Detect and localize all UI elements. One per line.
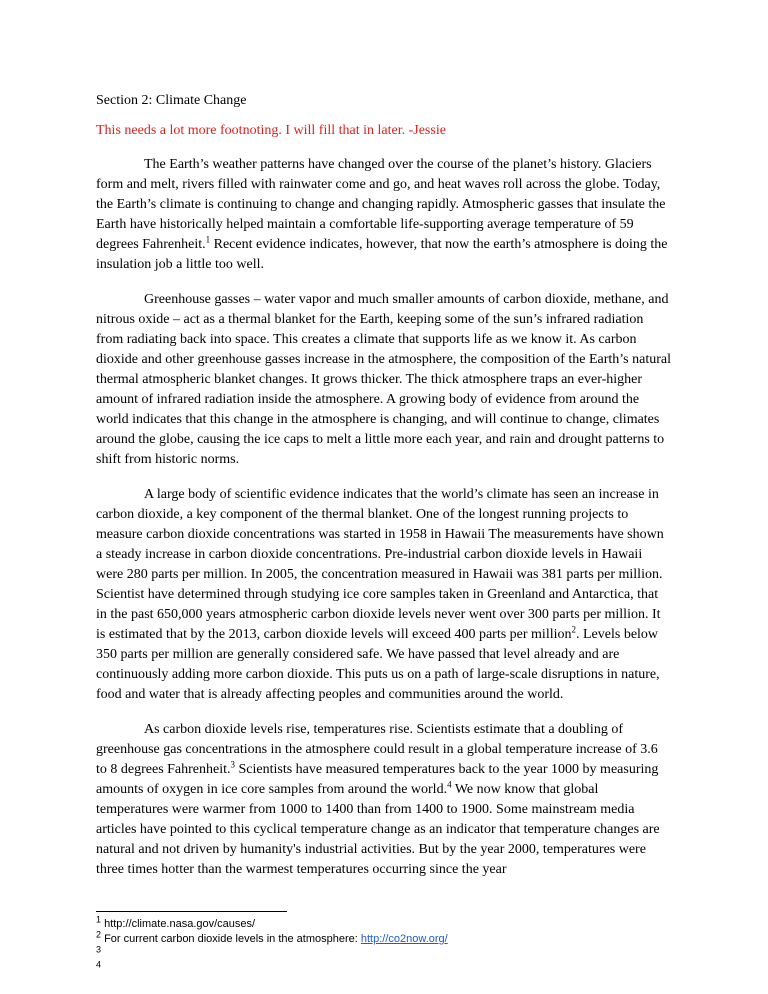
- footnote-number: 3: [96, 944, 102, 955]
- footnote-1: [96, 914, 672, 932]
- footnote-number: 4: [96, 959, 102, 970]
- footnote-ref-1[interactable]: 1: [205, 234, 211, 245]
- paragraph-text: We now know that global temperatures were warmer from 1000 to 1400 than from 1400 to 1900. Some mainstream media articles have pointed to this cyclical temperature change as an indicator that temperature changes are natural and not driven by humanity's industrial activities. But by the year 2000, temperatures were three times hotter than the warmest temperatures occurring since the year: [96, 782, 660, 877]
- footnote-number: 1: [96, 914, 102, 925]
- footnote-link[interactable]: http://co2now.org/: [360, 933, 448, 945]
- paragraph-1: [96, 155, 672, 275]
- footnote-3: [96, 944, 672, 962]
- footnotes: [96, 914, 672, 977]
- document-body: [96, 155, 672, 895]
- footnote-number: 2: [96, 929, 102, 940]
- paragraph-text: Scientists have measured temperatures back to the year 1000 by measuring amounts of oxygen in ice core samples from around the world.: [96, 762, 659, 797]
- footnote-text: For current carbon dioxide levels in the atmosphere:: [101, 933, 361, 945]
- paragraph-2: Greenhouse gasses – water vapor and much smaller amounts of carbon dioxide, methane, and nitrous oxide – act as a thermal blanket for the Earth, keeping some of the sun’s infrared radiation from radiating back into space. This creates a climate that supports life as we know it. As carbon dioxide and other greenhouse gasses increase in the atmosphere, the composition of the Earth’s natural thermal atmospheric blanket changes. It grows thicker. The thick atmosphere traps an ever-higher amount of infrared radiation inside the atmosphere. A growing body of evidence from around the world indicates that this change in the atmosphere is changing, and will continue to change, climates around the globe, causing the ice caps to melt a little more each year, and rain and drought patterns to shift from historic norms.: [96, 292, 671, 467]
- paragraph-4: [96, 720, 672, 880]
- paragraph-text: The Earth’s weather patterns have changed over the course of the planet’s history. Glaciers form and melt, rivers filled with rainwater come and go, and heat waves roll across the globe. Today, the Earth’s climate is continuing to change and changing rapidly. Atmospheric gasses that insulate the Earth have historically helped maintain a comfortable life-supporting average temperature of 59 degrees Fahrenheit.: [96, 157, 666, 252]
- paragraph-3: [96, 485, 672, 705]
- footnote-ref-4[interactable]: 4: [447, 779, 452, 790]
- footnote-4: [96, 959, 672, 977]
- footnote-ref-3[interactable]: 3: [230, 759, 236, 770]
- footnote-ref-2[interactable]: 2: [571, 624, 576, 635]
- editor-note: This needs a lot more footnoting. I will fill that in later. -Jessie: [96, 123, 446, 138]
- paragraph-text: As carbon dioxide levels rise, temperatures rise. Scientists estimate that a doubling of greenhouse gas concentrations in the atmosphere could result in a global temperature increase of 3.6 to 8 degrees Fahrenheit.: [96, 722, 658, 777]
- paragraph-text: . Levels below 350 parts per million are generally considered safe. We have passed that level already and are continuously adding more carbon dioxide. This puts us on a path of large-scale disruptions in nature, food and water that is already affecting peoples and communities around the world.: [96, 627, 660, 702]
- footnote-2: [96, 929, 672, 947]
- paragraph-text: Recent evidence indicates, however, that now the earth’s atmosphere is doing the insulation job a little too well.: [96, 237, 668, 272]
- section-heading: Section 2: Climate Change: [96, 93, 247, 108]
- paragraph-text: A large body of scientific evidence indicates that the world’s climate has seen an increase in carbon dioxide, a key component of the thermal blanket. One of the longest running projects to measure carbon dioxide concentrations was started in 1958 in Hawaii The measurements have shown a steady increase in carbon dioxide concentrations. Pre-industrial carbon dioxide levels in Hawaii were 280 parts per million. In 2005, the concentration measured in Hawaii was 381 parts per million. Scientist have determined through studying ice core samples taken in Greenland and Antarctica, that in the past 650,000 years atmospheric carbon dioxide levels never went over 300 parts per million. It is estimated that by the 2013, carbon dioxide levels will exceed 400 parts per million: [96, 487, 664, 642]
- footnote-separator: [96, 911, 287, 912]
- footnote-text: http://climate.nasa.gov/causes/: [101, 918, 256, 930]
